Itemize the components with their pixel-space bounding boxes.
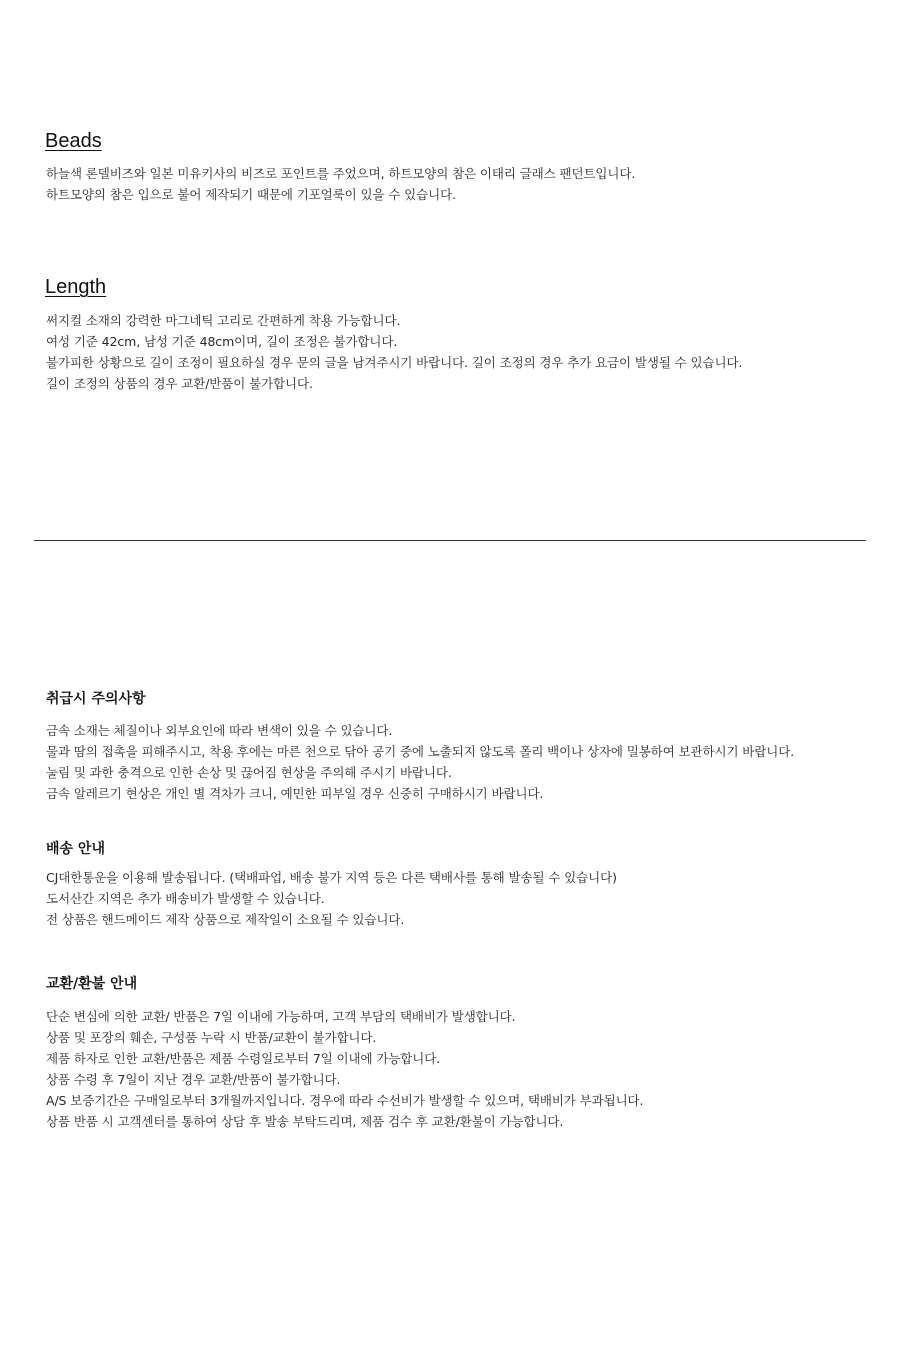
length-line: 써지컬 소재의 강력한 마그네틱 고리로 간편하게 착용 가능합니다. (46, 313, 401, 328)
care-line: 눌림 및 과한 충격으로 인한 손상 및 끊어짐 현상을 주의해 주시기 바랍니다. (46, 765, 452, 780)
length-description (46, 310, 742, 394)
exchange-line: A/S 보증기간은 구매일로부터 3개월까지입니다. 경우에 따라 수선비가 발생할 수 있으며, 택배비가 부과됩니다. (46, 1093, 644, 1108)
beads-description (46, 163, 635, 205)
shipping-title: 배송 안내 (46, 841, 105, 857)
exchange-line: 상품 및 포장의 훼손, 구성품 누락 시 반품/교환이 불가합니다. (46, 1030, 377, 1045)
section-divider (34, 540, 866, 541)
exchange-line: 단순 변심에 의한 교환/ 반품은 7일 이내에 가능하며, 고객 부담의 택배비가 발생합니다. (46, 1009, 516, 1024)
exchange-line: 상품 반품 시 고객센터를 통하여 상담 후 발송 부탁드리며, 제품 검수 후 교환/환불이 가능합니다. (46, 1114, 564, 1129)
care-description (46, 720, 794, 804)
exchange-description (46, 1006, 643, 1132)
length-title: Length (45, 276, 107, 298)
length-line: 여성 기준 42cm, 남성 기준 48cm이며, 길이 조정은 불가합니다. (46, 334, 398, 349)
exchange-title: 교환/환불 안내 (46, 976, 138, 992)
care-line: 금속 알레르기 현상은 개인 별 격차가 크니, 예민한 피부일 경우 신중히 구매하시기 바랍니다. (46, 786, 544, 801)
shipping-line: 전 상품은 핸드메이드 제작 상품으로 제작일이 소요될 수 있습니다. (46, 912, 405, 927)
length-line: 불가피한 상황으로 길이 조정이 필요하실 경우 문의 글을 남겨주시기 바랍니다. 길이 조정의 경우 추가 요금이 발생될 수 있습니다. (46, 355, 743, 370)
length-line: 길이 조정의 상품의 경우 교환/반품이 불가합니다. (46, 376, 313, 391)
exchange-line: 상품 수령 후 7일이 지난 경우 교환/반품이 불가합니다. (46, 1072, 341, 1087)
care-line: 금속 소재는 체질이나 외부요인에 따라 변색이 있을 수 있습니다. (46, 723, 393, 738)
beads-title: Beads (45, 130, 102, 152)
beads-line: 하늘색 론델비즈와 일본 미유키사의 비즈로 포인트를 주었으며, 하트모양의 참은 이태리 글래스 팬던트입니다. (46, 166, 636, 181)
shipping-description (46, 867, 617, 930)
shipping-line: 도서산간 지역은 추가 배송비가 발생할 수 있습니다. (46, 891, 325, 906)
care-line: 물과 땀의 접촉을 피해주시고, 착용 후에는 마른 천으로 닦아 공기 중에 노출되지 않도록 폴리 백이나 상자에 밀봉하여 보관하시기 바랍니다. (46, 744, 795, 759)
shipping-line: CJ대한통운을 이용해 발송됩니다. (택배파업, 배송 불가 지역 등은 다른 택배사를 통해 발송될 수 있습니다) (46, 870, 617, 885)
exchange-line: 제품 하자로 인한 교환/반품은 제품 수령일로부터 7일 이내에 가능합니다. (46, 1051, 441, 1066)
beads-line: 하트모양의 참은 입으로 불어 제작되기 때문에 기포얼룩이 있을 수 있습니다. (46, 187, 456, 202)
care-title: 취급시 주의사항 (46, 691, 146, 707)
